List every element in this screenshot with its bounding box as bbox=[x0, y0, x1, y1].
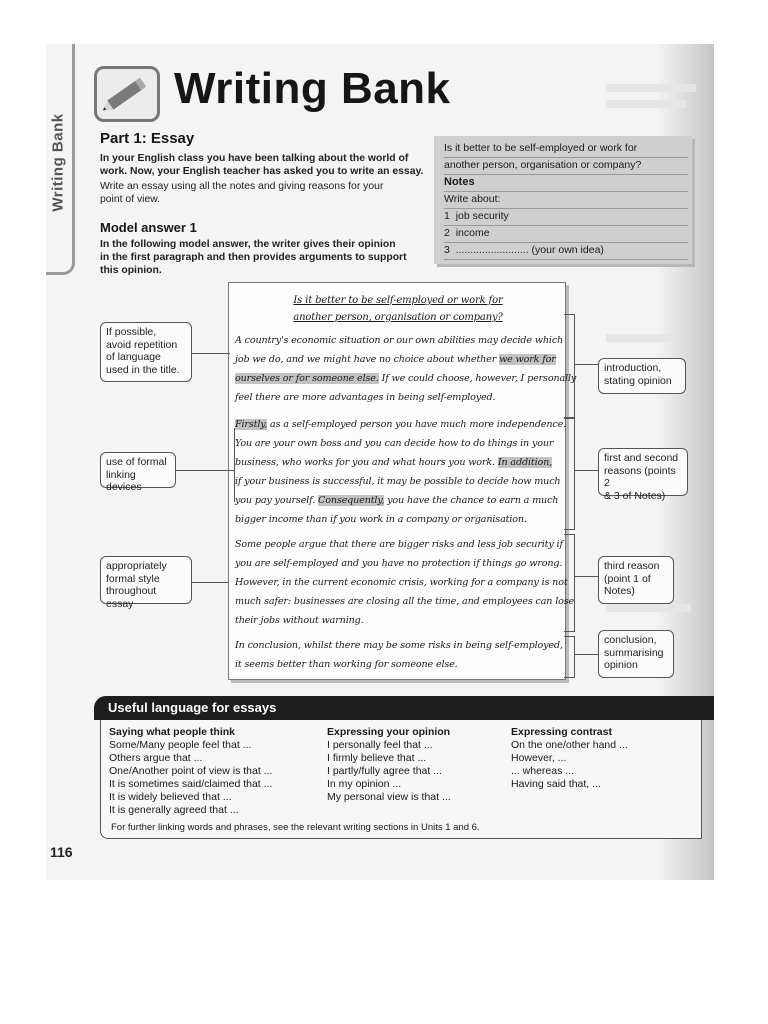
essay-p1-line-3: ourselves or for someone else. If we could choose, however, I personally bbox=[235, 373, 577, 384]
language-column-saying: Saying what people think Some/Many people feel that ... Others argue that ... One/Another point of view is that ... It is sometimes said/claimed that ... It is widely believed that ... It is generally agreed that ... bbox=[109, 726, 273, 816]
model-essay bbox=[228, 282, 577, 680]
intro-bold-2: work. Now, your English teacher has asked you to write an essay. bbox=[100, 166, 424, 177]
notes-heading: Notes bbox=[444, 176, 688, 192]
connector-line bbox=[574, 364, 598, 365]
essay-p3-line-2: you are self-employed and you have no protection if things go wrong. bbox=[235, 558, 563, 569]
intro-text-1: Write an essay using all the notes and giving reasons for your bbox=[100, 181, 384, 192]
essay-p2-line-3: business, who works for you and what hours you work. In addition, bbox=[235, 457, 553, 468]
connector-line bbox=[192, 353, 230, 354]
model-text-1: In the following model answer, the writer gives their opinion bbox=[100, 239, 396, 250]
side-tab-label: Writing Bank bbox=[49, 113, 67, 212]
essay-p1-line-4: feel there are more advantages in being self-employed. bbox=[235, 392, 496, 403]
pencil-icon bbox=[94, 66, 160, 122]
connector-line bbox=[192, 582, 228, 583]
essay-p2-line-2: You are your own boss and you can decide how to do things in your bbox=[235, 438, 554, 449]
essay-p4-line-2: it seems better than working for someone else. bbox=[235, 659, 458, 670]
bracket-intro bbox=[564, 314, 575, 418]
part-heading: Part 1: Essay bbox=[100, 130, 195, 147]
essay-p3-line-3: However, in the current economic crisis, working for a company is not bbox=[235, 577, 568, 588]
note-item-3: 3 ......................... (your own idea) bbox=[444, 244, 688, 260]
useful-language-footer: For further linking words and phrases, see the relevant writing sections in Units 1 and 6. bbox=[111, 822, 480, 833]
callout-formal-linking: use of formal linking devices bbox=[100, 452, 176, 488]
connector-line bbox=[574, 470, 598, 471]
essay-p2-line-1: Firstly, as a self-employed person you have much more independence. bbox=[235, 419, 567, 430]
callout-conclusion: conclusion, summarising opinion bbox=[598, 630, 674, 678]
connector-line bbox=[574, 576, 598, 577]
question-line-1: Is it better to be self-employed or work for bbox=[444, 142, 688, 158]
connector-line bbox=[574, 654, 598, 655]
textbook-page bbox=[46, 44, 714, 880]
language-column-contrast: Expressing contrast On the one/other hand ... However, ... ... whereas ... Having said that, ... bbox=[511, 726, 628, 790]
bracket-third bbox=[564, 534, 575, 632]
essay-p2-line-6: bigger income than if you work in a company or organisation. bbox=[235, 514, 527, 525]
useful-language-title: Useful language for essays bbox=[108, 700, 277, 715]
language-column-opinion: Expressing your opinion I personally feel that ... I firmly believe that ... I partly/fully agree that ... In my opinion ... My personal view is that ... bbox=[327, 726, 451, 803]
note-item-2: 2 income bbox=[444, 227, 688, 243]
useful-language-box bbox=[100, 720, 702, 839]
essay-title-2: another person, organisation or company? bbox=[293, 312, 503, 323]
question-box bbox=[434, 136, 692, 264]
callout-formal-style: appropriately formal style throughout essay bbox=[100, 556, 192, 604]
essay-p1-line-2: job we do, and we might have no choice about whether we work for bbox=[235, 354, 556, 365]
bracket-conclusion bbox=[564, 636, 575, 678]
essay-p3-line-5: their jobs without warning. bbox=[235, 615, 364, 626]
intro-text-2: point of view. bbox=[100, 194, 161, 205]
side-tab bbox=[46, 44, 75, 275]
page-number: 116 bbox=[50, 844, 73, 860]
model-text-2: in the first paragraph and then provides arguments to support bbox=[100, 252, 407, 263]
page-title: Writing Bank bbox=[174, 64, 451, 113]
intro-bold-1: In your English class you have been talking about the world of bbox=[100, 153, 409, 164]
callout-avoid-repetition: If possible, avoid repetition of language used in the title. bbox=[100, 322, 192, 382]
callout-introduction: introduction, stating opinion bbox=[598, 358, 686, 394]
essay-p3-line-4: much safer: businesses are closing all the time, and employees can lose bbox=[235, 596, 575, 607]
essay-p4-line-1: In conclusion, whilst there may be some risks in being self-employed, bbox=[235, 640, 563, 651]
connector-line bbox=[176, 470, 234, 471]
model-text-3: this opinion. bbox=[100, 265, 162, 276]
callout-first-second-reasons: first and second reasons (points 2 & 3 of Notes) bbox=[598, 448, 688, 496]
write-about: Write about: bbox=[444, 193, 688, 209]
essay-p2-line-4: if your business is successful, it may be possible to decide how much bbox=[235, 476, 561, 487]
callout-third-reason: third reason (point 1 of Notes) bbox=[598, 556, 674, 604]
essay-p3-line-1: Some people argue that there are bigger risks and less job security if bbox=[235, 539, 563, 550]
bracket-reasons bbox=[564, 418, 575, 530]
note-item-1: 1 job security bbox=[444, 210, 688, 226]
essay-title-1: Is it better to be self-employed or work for bbox=[293, 295, 503, 306]
essay-p2-line-5: you pay yourself. Consequently, you have the chance to earn a much bbox=[235, 495, 559, 506]
question-line-2: another person, organisation or company? bbox=[444, 159, 688, 175]
connector-line bbox=[234, 428, 241, 502]
useful-language-header bbox=[94, 696, 714, 720]
essay-p1-line-1: A country's economic situation or our own abilities may decide which bbox=[235, 335, 564, 346]
model-heading: Model answer 1 bbox=[100, 220, 197, 235]
